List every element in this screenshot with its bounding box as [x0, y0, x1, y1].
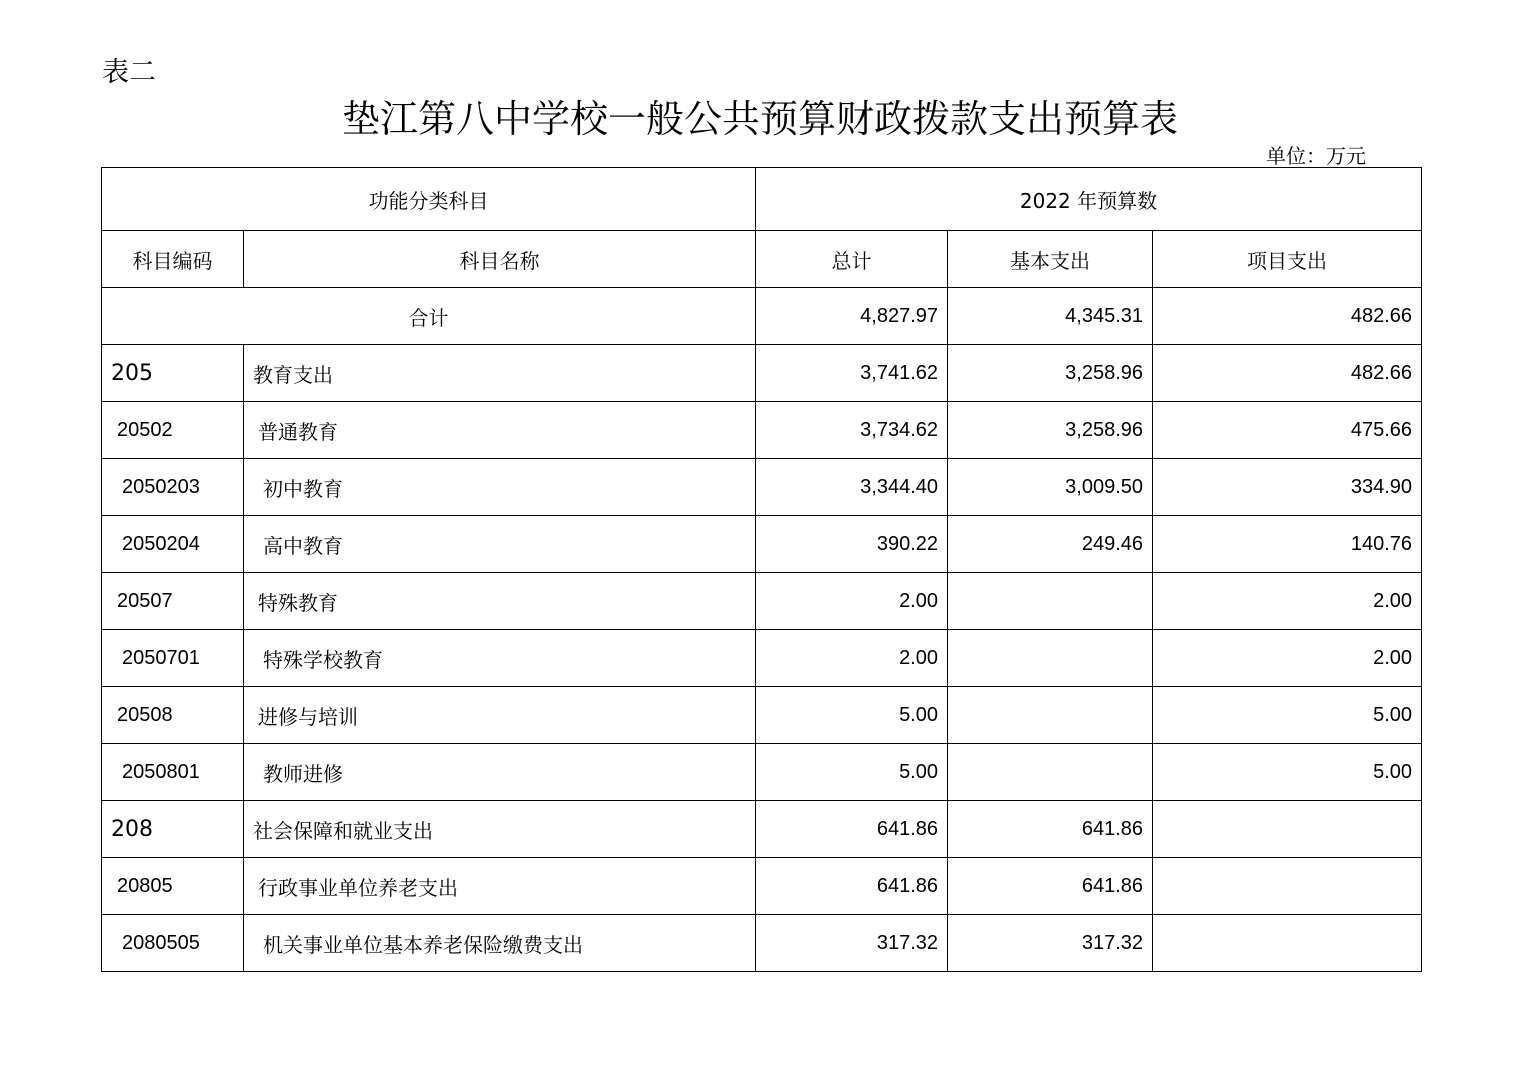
table-row — [102, 459, 1422, 516]
row-code: 2050204 — [102, 516, 244, 573]
table-row — [102, 402, 1422, 459]
row-code: 2050801 — [102, 744, 244, 801]
row-name: 初中教育 — [244, 459, 756, 516]
total-project: 482.66 — [1153, 288, 1422, 345]
row-name: 高中教育 — [244, 516, 756, 573]
total-row — [102, 288, 1422, 345]
row-total: 317.32 — [756, 915, 948, 972]
budget-table — [101, 167, 1422, 972]
row-code: 20502 — [102, 402, 244, 459]
row-name: 进修与培训 — [244, 687, 756, 744]
row-total: 390.22 — [756, 516, 948, 573]
row-name: 教育支出 — [244, 345, 756, 402]
row-basic: 641.86 — [948, 858, 1153, 915]
header-functional-category: 功能分类科目 — [102, 168, 756, 231]
row-total: 2.00 — [756, 573, 948, 630]
row-basic: 641.86 — [948, 801, 1153, 858]
table-row — [102, 573, 1422, 630]
row-total: 641.86 — [756, 801, 948, 858]
row-project — [1153, 801, 1422, 858]
table-row — [102, 744, 1422, 801]
row-basic: 3,258.96 — [948, 402, 1153, 459]
header-budget-year: 2022 年预算数 — [756, 168, 1422, 231]
row-basic: 249.46 — [948, 516, 1153, 573]
row-basic: 3,258.96 — [948, 345, 1153, 402]
row-basic — [948, 687, 1153, 744]
row-code: 20508 — [102, 687, 244, 744]
total-total: 4,827.97 — [756, 288, 948, 345]
row-code: 2050701 — [102, 630, 244, 687]
table-row — [102, 801, 1422, 858]
row-name: 机关事业单位基本养老保险缴费支出 — [244, 915, 756, 972]
header-project: 项目支出 — [1153, 231, 1422, 288]
header-row-group — [102, 168, 1422, 231]
header-name: 科目名称 — [244, 231, 756, 288]
unit-label: 单位：万元 — [1266, 144, 1366, 168]
row-total: 3,734.62 — [756, 402, 948, 459]
header-basic: 基本支出 — [948, 231, 1153, 288]
row-basic: 3,009.50 — [948, 459, 1153, 516]
table-row — [102, 516, 1422, 573]
row-total: 641.86 — [756, 858, 948, 915]
row-project: 5.00 — [1153, 744, 1422, 801]
row-total: 5.00 — [756, 744, 948, 801]
row-name: 行政事业单位养老支出 — [244, 858, 756, 915]
header-total: 总计 — [756, 231, 948, 288]
row-code: 2080505 — [102, 915, 244, 972]
row-name: 特殊教育 — [244, 573, 756, 630]
row-total: 2.00 — [756, 630, 948, 687]
table-row — [102, 687, 1422, 744]
row-project: 5.00 — [1153, 687, 1422, 744]
table-row — [102, 630, 1422, 687]
row-basic — [948, 744, 1153, 801]
row-name: 教师进修 — [244, 744, 756, 801]
row-project: 482.66 — [1153, 345, 1422, 402]
row-project: 140.76 — [1153, 516, 1422, 573]
row-project — [1153, 915, 1422, 972]
row-project: 2.00 — [1153, 630, 1422, 687]
row-total: 3,344.40 — [756, 459, 948, 516]
page-title: 垫江第八中学校一般公共预算财政拨款支出预算表 — [341, 97, 1178, 141]
header-code: 科目编码 — [102, 231, 244, 288]
table-row — [102, 915, 1422, 972]
table-label: 表二 — [102, 57, 156, 88]
row-basic — [948, 630, 1153, 687]
table-row — [102, 345, 1422, 402]
row-project — [1153, 858, 1422, 915]
row-name: 社会保障和就业支出 — [244, 801, 756, 858]
total-basic: 4,345.31 — [948, 288, 1153, 345]
row-code: 20507 — [102, 573, 244, 630]
row-project: 334.90 — [1153, 459, 1422, 516]
row-project: 2.00 — [1153, 573, 1422, 630]
row-code: 208 — [102, 801, 244, 858]
row-total: 3,741.62 — [756, 345, 948, 402]
table-row — [102, 858, 1422, 915]
row-basic: 317.32 — [948, 915, 1153, 972]
row-code: 205 — [102, 345, 244, 402]
row-basic — [948, 573, 1153, 630]
total-label: 合计 — [102, 288, 756, 345]
row-project: 475.66 — [1153, 402, 1422, 459]
row-code: 20805 — [102, 858, 244, 915]
row-code: 2050203 — [102, 459, 244, 516]
row-total: 5.00 — [756, 687, 948, 744]
header-row-columns — [102, 231, 1422, 288]
row-name: 普通教育 — [244, 402, 756, 459]
row-name: 特殊学校教育 — [244, 630, 756, 687]
